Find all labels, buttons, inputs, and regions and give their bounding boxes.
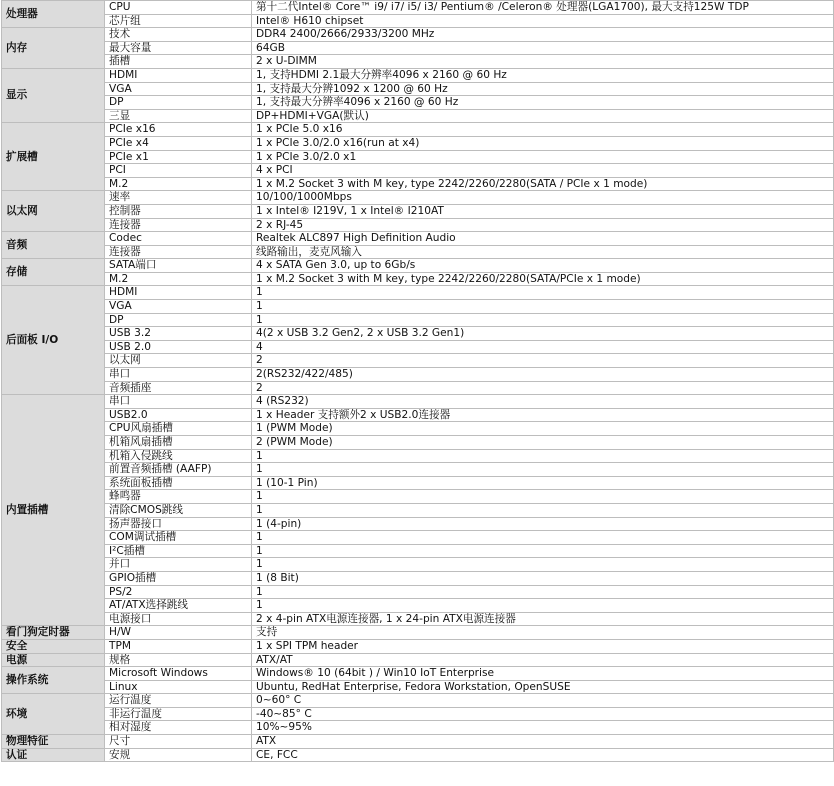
spec-value: DDR4 2400/2666/2933/3200 MHz [252, 28, 834, 42]
spec-name: 清除CMOS跳线 [105, 503, 252, 517]
spec-table-body [2, 1, 834, 762]
spec-row [2, 14, 834, 28]
spec-name: PCI [105, 164, 252, 178]
spec-row [2, 748, 834, 762]
category-label: 音频 [2, 232, 105, 259]
spec-value: 1 (4-pin) [252, 517, 834, 531]
category-label: 扩展槽 [2, 123, 105, 191]
spec-name: Linux [105, 680, 252, 694]
spec-name: Codec [105, 232, 252, 246]
spec-value: 1 (PWM Mode) [252, 422, 834, 436]
spec-name: HDMI [105, 68, 252, 82]
spec-name: 扬声器接口 [105, 517, 252, 531]
spec-name: AT/ATX选择跳线 [105, 599, 252, 613]
spec-name: M.2 [105, 177, 252, 191]
spec-row [2, 449, 834, 463]
spec-value: 1 x Intel® I219V, 1 x Intel® I210AT [252, 204, 834, 218]
spec-name: 音频插座 [105, 381, 252, 395]
spec-value: 2(RS232/422/485) [252, 368, 834, 382]
spec-value: 1 [252, 300, 834, 314]
spec-name: 并口 [105, 558, 252, 572]
spec-name: 相对湿度 [105, 721, 252, 735]
spec-name: HDMI [105, 286, 252, 300]
spec-name: M.2 [105, 272, 252, 286]
spec-value: ATX [252, 735, 834, 749]
spec-row [2, 408, 834, 422]
spec-name: 最大容量 [105, 41, 252, 55]
spec-row [2, 585, 834, 599]
spec-row [2, 639, 834, 653]
spec-value: 1 [252, 449, 834, 463]
spec-value: 2 (PWM Mode) [252, 436, 834, 450]
category-label: 后面板 I/O [2, 286, 105, 395]
spec-row [2, 123, 834, 137]
spec-name: CPU [105, 1, 252, 15]
spec-row [2, 531, 834, 545]
spec-name: 蜂鸣器 [105, 490, 252, 504]
spec-value: ATX/AT [252, 653, 834, 667]
spec-value: 4(2 x USB 3.2 Gen2, 2 x USB 3.2 Gen1) [252, 327, 834, 341]
spec-value: 支持 [252, 626, 834, 640]
spec-row [2, 354, 834, 368]
spec-row [2, 300, 834, 314]
spec-value: 1, 支持最大分辨率4096 x 2160 @ 60 Hz [252, 96, 834, 110]
spec-value: 0~60° C [252, 694, 834, 708]
spec-value: -40~85° C [252, 707, 834, 721]
spec-name: 技术 [105, 28, 252, 42]
category-label: 看门狗定时器 [2, 626, 105, 640]
spec-value: 第十二代Intel® Core™ i9/ i7/ i5/ i3/ Pentium® /Celeron® 处理器(LGA1700), 最大支持125W TDP [252, 1, 834, 15]
spec-name: 芯片组 [105, 14, 252, 28]
spec-row [2, 177, 834, 191]
spec-value: 1 x M.2 Socket 3 with M key, type 2242/2260/2280(SATA / PCIe x 1 mode) [252, 177, 834, 191]
spec-row [2, 1, 834, 15]
spec-value: 2 [252, 354, 834, 368]
spec-row [2, 340, 834, 354]
spec-name: 电源接口 [105, 612, 252, 626]
spec-name: CPU风扇插槽 [105, 422, 252, 436]
spec-row [2, 680, 834, 694]
spec-name: 插槽 [105, 55, 252, 69]
spec-value: 10%~95% [252, 721, 834, 735]
category-label: 操作系统 [2, 667, 105, 694]
spec-row [2, 735, 834, 749]
spec-name: 速率 [105, 191, 252, 205]
spec-value: CE, FCC [252, 748, 834, 762]
spec-value: 1 [252, 599, 834, 613]
spec-value: Windows® 10 (64bit ) / Win10 IoT Enterprise [252, 667, 834, 681]
spec-row [2, 136, 834, 150]
spec-name: PS/2 [105, 585, 252, 599]
spec-row [2, 109, 834, 123]
spec-row [2, 164, 834, 178]
spec-row [2, 381, 834, 395]
spec-name: PCIe x16 [105, 123, 252, 137]
spec-row [2, 436, 834, 450]
spec-name: 运行温度 [105, 694, 252, 708]
spec-name: DP [105, 313, 252, 327]
spec-row [2, 599, 834, 613]
spec-value: 4 x PCI [252, 164, 834, 178]
spec-value: 1 x M.2 Socket 3 with M key, type 2242/2260/2280(SATA/PCIe x 1 mode) [252, 272, 834, 286]
spec-name: GPIO插槽 [105, 571, 252, 585]
spec-row [2, 28, 834, 42]
spec-value: 1 (10-1 Pin) [252, 476, 834, 490]
spec-value: 2 x RJ-45 [252, 218, 834, 232]
spec-value: 2 x 4-pin ATX电源连接器, 1 x 24-pin ATX电源连接器 [252, 612, 834, 626]
spec-value: Realtek ALC897 High Definition Audio [252, 232, 834, 246]
spec-value: 1, 支持最大分辨1092 x 1200 @ 60 Hz [252, 82, 834, 96]
spec-row [2, 96, 834, 110]
spec-row [2, 490, 834, 504]
spec-row [2, 259, 834, 273]
spec-row [2, 653, 834, 667]
spec-row [2, 327, 834, 341]
spec-name: 以太网 [105, 354, 252, 368]
spec-row [2, 232, 834, 246]
category-label: 物理特征 [2, 735, 105, 749]
spec-name: 规格 [105, 653, 252, 667]
category-label: 内存 [2, 28, 105, 69]
spec-name: USB 3.2 [105, 327, 252, 341]
spec-value: 1 x PCIe 5.0 x16 [252, 123, 834, 137]
spec-row [2, 422, 834, 436]
spec-value: 64GB [252, 41, 834, 55]
category-label: 存储 [2, 259, 105, 286]
spec-value: 1 [252, 544, 834, 558]
spec-value: 4 x SATA Gen 3.0, up to 6Gb/s [252, 259, 834, 273]
category-label: 环境 [2, 694, 105, 735]
spec-row [2, 544, 834, 558]
category-label: 电源 [2, 653, 105, 667]
spec-row [2, 245, 834, 259]
spec-name: 串口 [105, 368, 252, 382]
spec-row [2, 272, 834, 286]
category-label: 以太网 [2, 191, 105, 232]
spec-name: 非运行温度 [105, 707, 252, 721]
spec-row [2, 218, 834, 232]
category-label: 认证 [2, 748, 105, 762]
spec-name: TPM [105, 639, 252, 653]
spec-row [2, 721, 834, 735]
spec-row [2, 395, 834, 409]
category-label: 处理器 [2, 1, 105, 28]
spec-name: 尺寸 [105, 735, 252, 749]
spec-name: SATA端口 [105, 259, 252, 273]
spec-name: USB 2.0 [105, 340, 252, 354]
spec-name: VGA [105, 300, 252, 314]
spec-name: 前置音频插槽 (AAFP) [105, 463, 252, 477]
spec-value: 4 [252, 340, 834, 354]
spec-name: USB2.0 [105, 408, 252, 422]
spec-row [2, 368, 834, 382]
spec-row [2, 694, 834, 708]
spec-row [2, 667, 834, 681]
spec-name: PCIe x4 [105, 136, 252, 150]
spec-value: 1 x SPI TPM header [252, 639, 834, 653]
spec-name: 连接器 [105, 245, 252, 259]
spec-value: 1 x PCIe 3.0/2.0 x1 [252, 150, 834, 164]
spec-row [2, 571, 834, 585]
spec-value: 1 [252, 490, 834, 504]
spec-name: I²C插槽 [105, 544, 252, 558]
spec-value: 1 [252, 463, 834, 477]
spec-value: 1 (8 Bit) [252, 571, 834, 585]
spec-row [2, 503, 834, 517]
spec-value: 1 [252, 558, 834, 572]
spec-row [2, 82, 834, 96]
spec-value: 1 [252, 286, 834, 300]
category-label: 安全 [2, 639, 105, 653]
spec-row [2, 41, 834, 55]
spec-row [2, 191, 834, 205]
spec-value: 2 x U-DIMM [252, 55, 834, 69]
spec-name: H/W [105, 626, 252, 640]
spec-name: 连接器 [105, 218, 252, 232]
spec-row [2, 476, 834, 490]
spec-value: 2 [252, 381, 834, 395]
spec-value: 10/100/1000Mbps [252, 191, 834, 205]
spec-row [2, 463, 834, 477]
spec-name: Microsoft Windows [105, 667, 252, 681]
spec-row [2, 55, 834, 69]
spec-name: DP [105, 96, 252, 110]
spec-name: 安规 [105, 748, 252, 762]
spec-value: 线路输出，麦克风输入 [252, 245, 834, 259]
spec-value: 1 [252, 531, 834, 545]
spec-row [2, 558, 834, 572]
spec-value: 4 (RS232) [252, 395, 834, 409]
spec-name: VGA [105, 82, 252, 96]
spec-value: Ubuntu, RedHat Enterprise, Fedora Workstation, OpenSUSE [252, 680, 834, 694]
spec-name: 系统面板插槽 [105, 476, 252, 490]
spec-row [2, 150, 834, 164]
spec-value: 1 x PCIe 3.0/2.0 x16(run at x4) [252, 136, 834, 150]
spec-row [2, 204, 834, 218]
spec-table [1, 0, 834, 762]
spec-row [2, 707, 834, 721]
spec-name: COM调试插槽 [105, 531, 252, 545]
spec-row [2, 626, 834, 640]
spec-row [2, 313, 834, 327]
category-label: 显示 [2, 68, 105, 122]
spec-name: 机箱入侵跳线 [105, 449, 252, 463]
spec-value: 1, 支持HDMI 2.1最大分辨率4096 x 2160 @ 60 Hz [252, 68, 834, 82]
spec-name: 控制器 [105, 204, 252, 218]
spec-value: 1 [252, 503, 834, 517]
spec-name: 机箱风扇插槽 [105, 436, 252, 450]
spec-row [2, 612, 834, 626]
spec-value: 1 [252, 585, 834, 599]
spec-row [2, 68, 834, 82]
spec-name: PCIe x1 [105, 150, 252, 164]
spec-row [2, 517, 834, 531]
spec-value: 1 [252, 313, 834, 327]
spec-value: DP+HDMI+VGA(默认) [252, 109, 834, 123]
spec-name: 三显 [105, 109, 252, 123]
spec-name: 串口 [105, 395, 252, 409]
spec-value: Intel® H610 chipset [252, 14, 834, 28]
category-label: 内置插槽 [2, 395, 105, 626]
spec-value: 1 x Header 支持额外2 x USB2.0连接器 [252, 408, 834, 422]
spec-row [2, 286, 834, 300]
